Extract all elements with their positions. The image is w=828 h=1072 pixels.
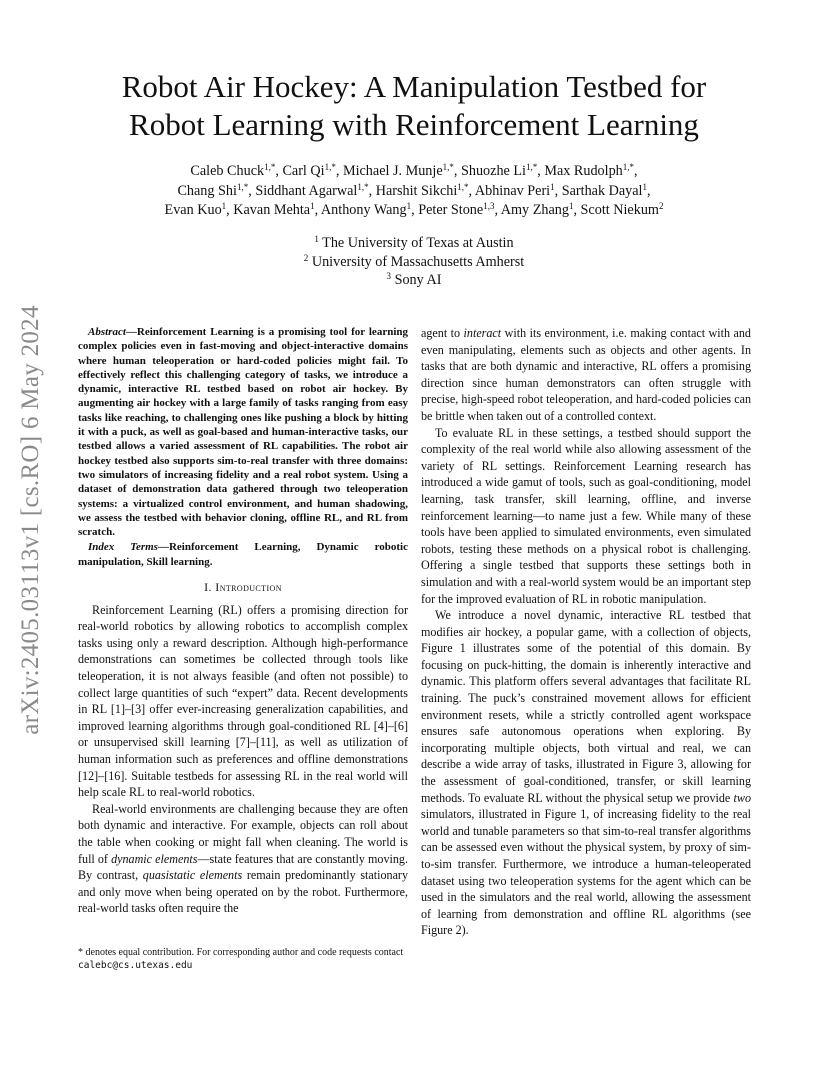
author-sup: 1,* (526, 162, 538, 172)
arxiv-identifier (14, 285, 48, 755)
contact-email: calebc@cs.utexas.edu (78, 960, 193, 971)
author-sup: 1,* (357, 181, 369, 192)
paragraph-text: simulators, illustrated in Figure 1, of increasing fidelity to the real world and tunable parameters so that sim-to-real transfer algorithms can be assessed even without the physical system, by proxy of sim-to-sim transfer. Furthermore, we introduce a human-teleoperated dataset using two teleoperation systems for the agent which can be used in the simulators and the real world, allowing the assessment of learning from demonstration and offline RL algorithms (see Figure 2). (421, 807, 751, 938)
author-name: Chang Shi (177, 182, 237, 199)
title-line: Robot Air Hockey: A Manipulation Testbed for (121, 69, 707, 104)
body-paragraph: Reinforcement Learning (RL) offers a promising direction for real-world robotics by allowing robotics to accomplish complex tasks using only a reward description. Although high-performance demonstrations can sometimes be collected through tools like teleoperation, it is not always feasible (and often not possible) to collect large quantities of such “expert” data. Recent developments in RL [1]–[3] offer ever-increasing generalization capabilities, and improved learning algorithms through goal-conditioned RL [4]–[6] or unsupervised skill learning [7]–[11], as well as utilization of human information such as preferences and offline demonstrations [12]–[16]. Suitable testbeds for assessing RL in the real world will help scale RL to real-world robotics. (78, 602, 408, 800)
author-sup: 1 (221, 201, 227, 211)
footnote-text: * denotes equal contribution. For corresponding author and code requests contact (78, 947, 404, 958)
affiliation-sup: 1 (314, 234, 319, 244)
body-paragraph (78, 801, 408, 917)
abstract: Abstract—Reinforcement Learning is a promising tool for learning complex policies even in fast-moving and object-interactive domains where human teleoperation or hard-coded policies might fail. To effectively reflect this challenging category of tasks, we introduce a dynamic, interactive RL testbed based on robot air hockey. By augmenting air hockey with a large family of tasks ranging from easy tasks like reaching, to challenging ones like pushing a block by hitting it with a puck, as well as goal-based and human-interactive tasks, our testbed allows a varied assessment of RL capabilities. The robot air hockey testbed also supports sim-to-real transfer with three domains: two simulators of increasing fidelity and a real robot system. Using a dataset of demonstration data gathered through two teleoperation systems: a virtualized control environment, and human shadowing, we assess the testbed with behavior cloning, offline RL, and RL from scratch. (78, 326, 408, 539)
body-paragraph (421, 607, 751, 939)
right-column (421, 325, 751, 939)
affiliation-name: Sony AI (394, 272, 442, 288)
author-name: Sarthak Dayal (561, 182, 643, 199)
author-name: Abhinav Peri (474, 182, 551, 199)
abstract-label: Abstract (88, 326, 126, 338)
author-sup: 1,* (457, 181, 469, 192)
author-name: Caleb Chuck (190, 163, 265, 179)
author-name: Peter Stone (418, 202, 484, 218)
emphasis-text: quasistatic elements (142, 868, 243, 883)
author-name: Carl Qi (282, 163, 325, 179)
author-name: Harshit Sikchi (375, 182, 458, 199)
author-sup: 1,* (442, 162, 454, 172)
affiliation-sup: 3 (386, 271, 392, 281)
author-name: Shuozhe Li (460, 163, 526, 179)
author-sup: 1 (310, 201, 315, 211)
affiliation (60, 271, 768, 290)
author-sup: 1,3 (483, 201, 495, 211)
author-sup: 1,* (324, 162, 336, 172)
abstract-text: Reinforcement Learning is a promising tool for learning complex policies even in fast-moving and object-interactive domains where human teleoperation or hard-coded policies might fail. To effectively reflect this challenging category of tasks, we introduce a dynamic, interactive RL testbed based on robot air hockey. By augmenting air hockey with a large family of tasks ranging from easy tasks like reaching, to challenging ones like pushing a block by hitting it with a puck, as well as goal-based and human-interactive tasks, our testbed allows a varied assessment of RL capabilities. The robot air hockey testbed also supports sim-to-real transfer with three domains: two simulators of increasing fidelity and a real robot system. Using a dataset of demonstration data gathered through two teleoperation systems: a virtualized control environment, and human shadowing, we assess the testbed with behavior cloning, offline RL, and RL from scratch. (78, 326, 408, 539)
emphasis-text: interact (463, 326, 502, 340)
author-line: Chang Shi$^{1,*}$, Siddhant Agarwal$^{1,*}$, Harshit Sikchi$^{1,*}$, Abhinav Peri$^1$, Sarthak Dayal$^1$, (177, 181, 651, 199)
affiliation-list (60, 234, 768, 290)
index-terms: Index Terms—Reinforcement Learning, Dynamic robotic manipulation, Skill learning. (78, 541, 408, 568)
section-heading: I. Introduction (204, 580, 282, 595)
author-name: Scott Niekum (580, 202, 659, 218)
emphasis-text: dynamic elements (111, 851, 198, 866)
author-list (60, 162, 768, 221)
author-sup: 1 (568, 201, 574, 211)
index-terms-label: Index Terms (88, 541, 158, 554)
paragraph-text: We introduce a novel dynamic, interactive RL testbed that modifies air hockey, a popular game, with a collection of objects, Figure 1 illustrates some of the potential of this domain. By focusing on puck-hitting, the domain is inherently interactive and dynamic. This platform offers several advantages that facilitate RL training. The puck’s constrained movement allows for efficient environment resets, while a strictly controlled agent workspace ensures safe autonomous operations when exploring. By incorporating multiple objects, both virtual and real, we can describe a wide array of tasks, illustrated in Figure 3, allowing for the assessment of goal-conditioned, transfer, or skill learning methods. To evaluate RL without the physical setup we provide (421, 608, 751, 805)
affiliation-sup: 2 (303, 252, 309, 263)
paragraph-text: Real-world environments are challenging because they are often both dynamic and interactive. For example, objects can roll about the table when cooking or might fall when cleaning. The world is full of (78, 801, 408, 866)
emphasis-text: two (733, 790, 751, 805)
author-name: Amy Zhang (500, 202, 569, 218)
author-name: Michael J. Munje (342, 163, 443, 179)
left-column (78, 325, 408, 917)
arxiv-identifier-text: arXiv:2405.03113v1 [cs.RO] 6 May 2024 (17, 305, 44, 735)
author-sup: 1 (550, 181, 555, 192)
paragraph-text: —state features that are constantly moving. By contrast, (78, 851, 408, 883)
index-terms-text: Reinforcement Learning, Dynamic robotic manipulation, Skill learning. (78, 541, 408, 568)
affiliation-name: University of Massachusetts Amherst (311, 253, 525, 270)
paper-title (60, 68, 768, 144)
body-paragraph: To evaluate RL in these settings, a testbed should support the complexity of the real world while also allowing assessment of the variety of RL settings. Reinforcement Learning research has introduced a wide gamut of tools, such as goal-conditioning, model learning, task transfer, skill learning, offline, and inverse reinforcement learning—to name just a few. While many of these tools have been applied to simulated environments, even simulated robots, testing these methods on a physical robot is challenging. Offering a single testbed that supports these settings both in simulation and with a real-world system would be an important step for the improved evaluation of RL in robotic manipulation. (421, 425, 751, 606)
author-sup: 1,* (264, 162, 276, 172)
affiliation (60, 253, 768, 272)
affiliation (60, 234, 768, 253)
affiliation-name: The University of Texas at Austin (322, 235, 514, 251)
author-name: Evan Kuo (164, 202, 222, 218)
author-line: Caleb Chuck$^{1,*}$, Carl $Qi^{1,*}$, Michael J. Munje$^{1,*}$, Shuozhe $Li^{1,*}$, Max Rudolph$^{1,*}$, (190, 162, 638, 179)
author-sup: 2 (658, 201, 664, 211)
author-name: Anthony Wang (320, 202, 407, 218)
paragraph-text: remain predominantly stationary and only move when being operated on by the robot. Furthermore, real-world tasks often require the (78, 868, 409, 916)
author-sup: 1,* (236, 181, 249, 192)
author-sup: 1 (642, 181, 647, 192)
author-line: Evan Kuo$^1$, Kavan Mehta$^1$, Anthony Wang$^1$, Peter Stone$^{1,3}$, Amy Zhang$^1$, Scott Niekum$^2$ (164, 201, 664, 218)
author-name: Max Rudolph (544, 163, 623, 179)
author-sup: 1,* (622, 162, 635, 172)
paragraph-text: agent to (421, 326, 464, 340)
author-sup: 1 (406, 201, 412, 211)
author-name: Siddhant Agarwal (255, 182, 358, 199)
body-paragraph (421, 325, 751, 425)
title-line: Robot Learning with Reinforcement Learning (129, 107, 699, 142)
author-name: Kavan Mehta (233, 202, 311, 218)
paragraph-text: with its environment, i.e. making contact with and even manipulating, elements such as objects and other agents. In tasks that are both dynamic and interactive, RL offers a promising direction since human demonstrators can often struggle with precise, high-speed robot teleoperation, and hard-coded policies can be brittle when taken out of a controlled context. (421, 326, 751, 423)
footnote (78, 946, 408, 972)
